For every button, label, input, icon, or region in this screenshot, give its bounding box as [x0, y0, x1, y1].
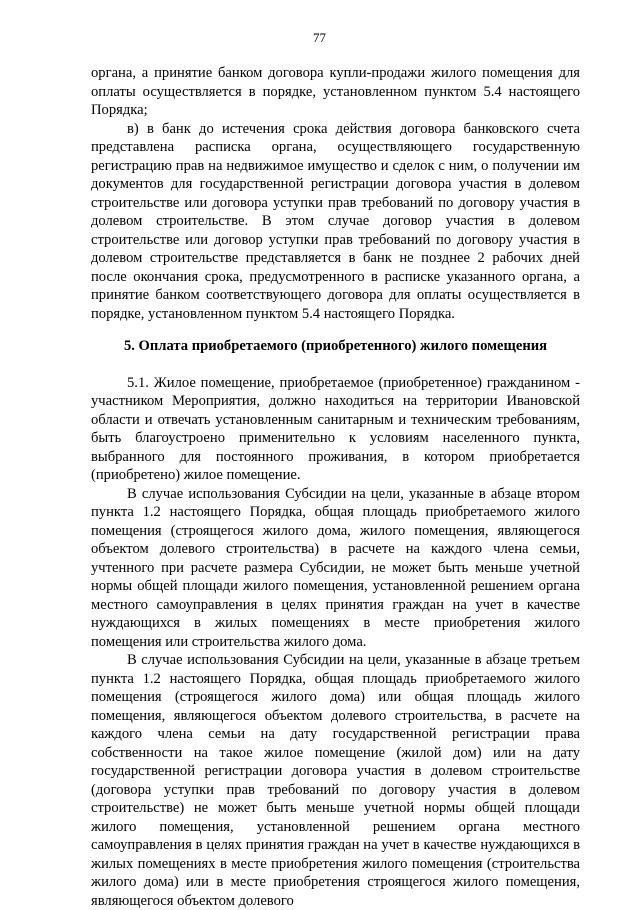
section-heading: 5. Оплата приобретаемого (приобретенного) жилого помещения: [123, 338, 548, 354]
document-body: [91, 64, 580, 910]
paragraph: органа, а принятие банком договора купли-продажи жилого помещения для оплаты осуществляется в порядке, установленном пунктом 5.4 настоящего Порядка;: [91, 65, 580, 118]
paragraph: в) в банк до истечения срока действия договора банковского счета представлена расписка органа, осуществляющего государственную регистрацию прав на недвижимое имущество и сделок с ним, о получении им документов для государственной регистрации договора участия в долевом строительстве или договора уступки прав требований по договору участия в долевом строительстве. В этом случае договор участия в долевом строительстве или договор уступки прав требований по договору участия в долевом строительстве представляется в банк не позднее 2 рабочих дней после окончания срока, предусмотренного в расписке указанного органа, а принятие банком соответствующего договора для оплаты осуществляется в порядке, установленном пунктом 5.4 настоящего Порядка.: [91, 120, 580, 322]
paragraph: 5.1. Жилое помещение, приобретаемое (приобретенное) гражданином - участником Мероприятия, должно находиться на территории Ивановской области и отвечать установленным санитарным и техническим требованиям, быть благоустроено применительно к условиям населенного пункта, выбранного для постоянного проживания, в котором приобретается (приобретено) жилое помещение.: [91, 374, 580, 483]
paragraph: В случае использования Субсидии на цели, указанные в абзаце третьем пункта 1.2 настоящего Порядка, общая площадь приобретаемого жилого помещения (строящегося жилого дома) или общая площадь жилого помещения, являющегося объектом долевого строительства, в расчете на каждого члена семьи на дату государственной регистрации права собственности на такое жилое помещение (жилой дом) или на дату государственной регистрации договора участия в долевом строительстве (договора уступки прав требований по договору участия в долевом строительстве) не может быть меньше учетной нормы общей площади жилого помещения, установленной решением органа местного самоуправления в целях принятия граждан на учет в качестве нуждающихся в жилых помещениях в месте приобретения жилого помещения (строительства жилого дома) или в месте приобретения строящегося жилого помещения, являющегося объектом долевого: [91, 652, 580, 909]
paragraph: В случае использования Субсидии на цели, указанные в абзаце втором пункта 1.2 настоящего Порядка, общая площадь приобретаемого жилого помещения (строящегося жилого дома, жилого помещения, являющегося объектом долевого строительства) в расчете на каждого члена семьи, учтенного при расчете размера Субсидии, не может быть меньше учетной нормы общей площади жилого помещения, установленной решением органа местного самоуправления в целях принятия граждан на учет в качестве нуждающихся в жилых помещениях в месте приобретения жилого помещения или строительства жилого дома.: [91, 485, 580, 650]
page-number: 77: [313, 30, 326, 45]
